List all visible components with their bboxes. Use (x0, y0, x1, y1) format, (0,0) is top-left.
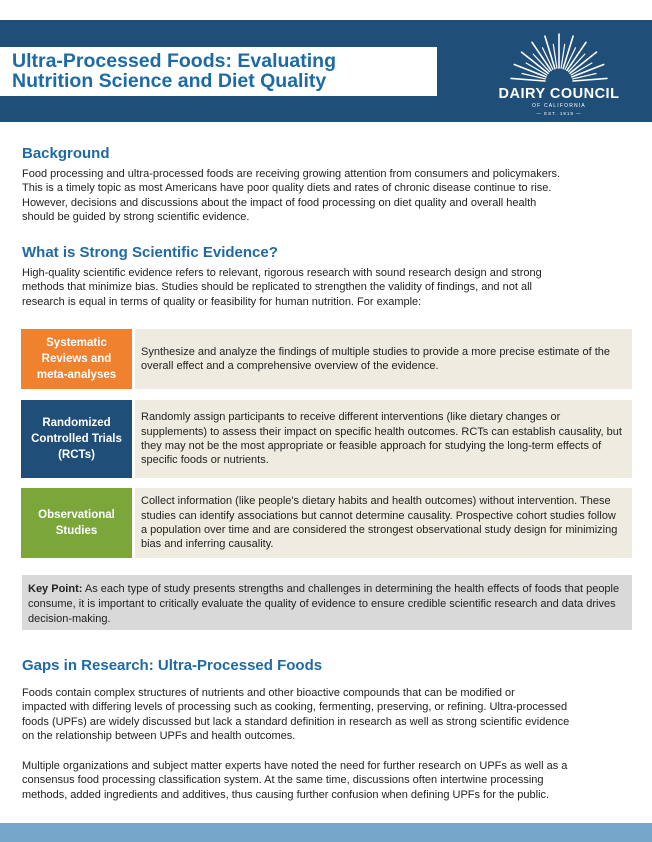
gaps-line: impacted with differing levels of processing such as cooking, fermenting, preserving, or refining. Ultra-processed (22, 701, 568, 714)
key-point-label: Key Point: (28, 583, 83, 595)
gaps-paragraph-1 (22, 686, 632, 743)
gaps-line: consensus food processing classification system. At the same time, discussions often intertwine processing (22, 774, 544, 787)
study-label: Observational Studies (21, 488, 132, 558)
gaps-heading: Gaps in Research: Ultra-Processed Foods (22, 657, 323, 674)
gaps-line: methods, added ingredients and additives, thus causing further confusion when defining UPFs for the public. (22, 788, 550, 801)
study-description: Collect information (like people's dietary habits and health outcomes) without intervention. These studies can identify associations but cannot determine causality. Prospective cohort studies follow a population over time and are considered the strongest observational study design for minimizing bias and inferring causality. (135, 488, 632, 558)
footer-bar (0, 823, 652, 842)
study-label: Randomized Controlled Trials (RCTs) (21, 400, 132, 478)
evidence-line: methods that minimize bias. Studies should be replicated to strengthen the validity of findings, and not all (22, 281, 532, 294)
study-description: Synthesize and analyze the findings of multiple studies to provide a more precise estimate of the overall effect and a comprehensive overview of the evidence. (135, 329, 632, 389)
evidence-line: High-quality scientific evidence refers to relevant, rigorous research with sound research design and strong (22, 267, 542, 279)
gaps-line: foods (UPFs) are widely discussed but lack a standard definition in research as well as strong scientific evidence (22, 715, 570, 728)
logo-subtitle: OF CALIFORNIA (532, 103, 586, 109)
gaps-line: Multiple organizations and subject matter experts have noted the need for further research on UPFs as well as a (22, 760, 568, 772)
study-description: Randomly assign participants to receive different interventions (like dietary changes or supplements) to assess their impact on specific health outcomes. RCTs can establish causality, but they may not be the most appropriate or feasible approach for studying the long-term effects of specific foods or nutrients. (135, 400, 632, 478)
sunburst-ray (573, 74, 596, 79)
title-box (0, 47, 437, 96)
sunburst-ray (573, 78, 607, 81)
key-point-box (22, 575, 632, 630)
sunburst-icon (494, 32, 624, 88)
study-row-rcts (21, 400, 632, 478)
evidence-heading: What is Strong Scientific Evidence? (22, 244, 278, 261)
page-title-line-1: Ultra-Processed Foods: Evaluating (12, 50, 336, 72)
study-row-systematic-reviews (21, 329, 632, 389)
logo-established: — EST. 1919 — (536, 111, 582, 116)
logo-name: DAIRY COUNCIL (498, 86, 620, 102)
page-title-line-2: Nutrition Science and Diet Quality (12, 70, 327, 92)
gaps-line: on the relationship between UPFs and health outcomes. (22, 729, 296, 742)
background-line: Food processing and ultra-processed foods are receiving growing attention from consumers and policymakers. (22, 168, 561, 180)
key-point-text: As each type of study presents strengths and challenges in determining the health effects of foods that people consume, it is important to critically evaluate the quality of evidence to ensure credible scientific research and data drives decision-making. (28, 583, 620, 625)
gaps-line: Foods contain complex structures of nutrients and other bioactive compounds that can be modified or (22, 687, 515, 699)
dairy-council-logo (494, 32, 624, 118)
gaps-paragraph-2 (22, 759, 632, 802)
evidence-paragraph (22, 266, 632, 309)
sunburst-ray (522, 74, 545, 79)
background-line: However, decisions and discussions about the impact of food processing on diet quality and overall health (22, 196, 537, 209)
background-heading: Background (22, 145, 110, 162)
background-paragraph (22, 167, 632, 224)
study-label: Systematic Reviews and meta-analyses (21, 329, 132, 389)
sunburst-ray (511, 78, 545, 81)
background-line: should be guided by strong scientific evidence. (22, 210, 250, 223)
evidence-line: research is equal in terms of quality or feasibility for human nutrition. For example: (22, 295, 422, 308)
header-banner (0, 20, 652, 122)
study-row-observational (21, 488, 632, 558)
background-line: This is a timely topic as most Americans have poor quality diets and rates of chronic disease continue to rise. (22, 182, 552, 195)
